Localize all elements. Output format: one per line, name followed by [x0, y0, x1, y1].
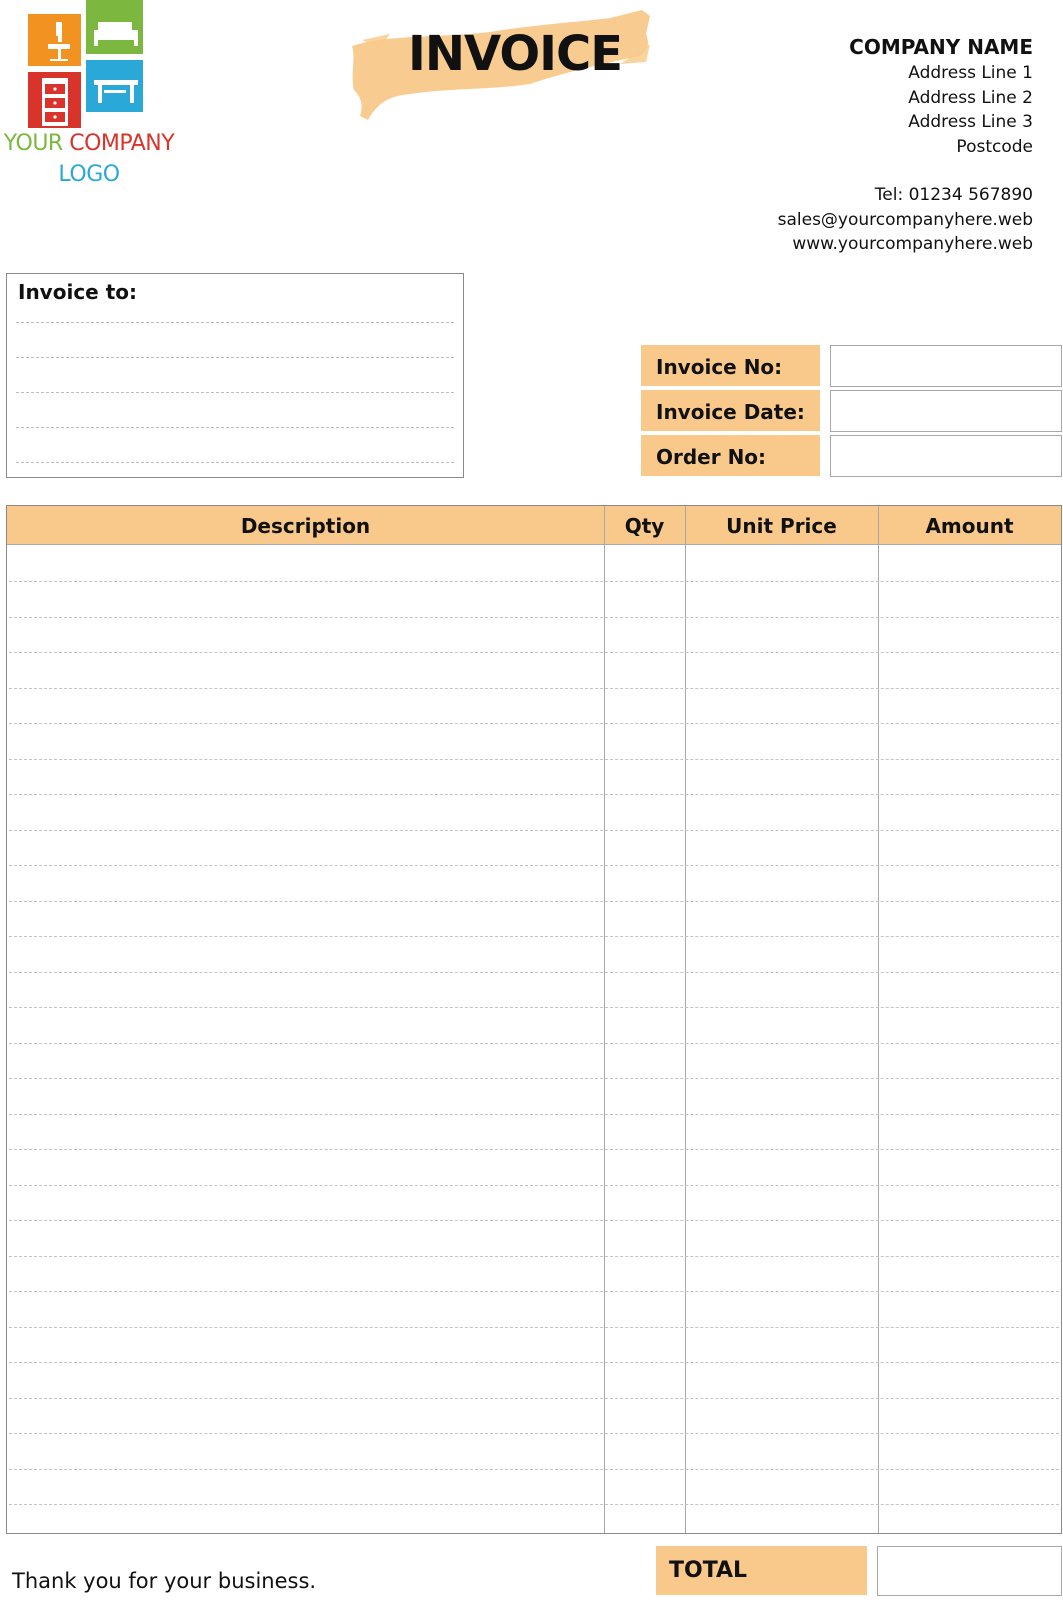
table-row[interactable] [9, 688, 1059, 689]
items-table [6, 505, 1062, 1534]
table-row[interactable] [9, 1256, 1059, 1257]
invoice-to-box[interactable] [6, 273, 464, 478]
column-divider [604, 506, 605, 1533]
table-row[interactable] [9, 1078, 1059, 1079]
logo-word-logo: LOGO [58, 162, 120, 187]
invoice-to-line [16, 462, 454, 463]
table-row[interactable] [9, 1398, 1059, 1399]
table-row[interactable] [9, 794, 1059, 795]
header-qty: Qty [624, 514, 665, 538]
address-line-1: Address Line 1 [908, 63, 1033, 83]
total-field[interactable] [877, 1546, 1062, 1596]
table-row[interactable] [9, 759, 1059, 760]
order-no-label: Order No: [641, 435, 820, 476]
table-header [7, 506, 1061, 545]
table-row[interactable] [9, 901, 1059, 902]
invoice-date-label: Invoice Date: [641, 390, 820, 431]
invoice-to-line[interactable] [16, 392, 454, 393]
table-row[interactable] [9, 1114, 1059, 1115]
invoice-date-field[interactable] [830, 390, 1062, 432]
table-row[interactable] [9, 617, 1059, 618]
column-divider [685, 506, 686, 1533]
postcode: Postcode [956, 136, 1033, 157]
table-row[interactable] [9, 1504, 1059, 1505]
column-divider [878, 506, 879, 1533]
table-row[interactable] [9, 652, 1059, 653]
table-row[interactable] [9, 972, 1059, 973]
table-row[interactable] [9, 936, 1059, 937]
address-line-3: Address Line 3 [908, 112, 1033, 132]
table-row[interactable] [9, 1007, 1059, 1008]
table-row[interactable] [9, 1291, 1059, 1292]
order-no-field[interactable] [830, 435, 1062, 477]
table-row[interactable] [9, 1043, 1059, 1044]
table-row[interactable] [9, 1149, 1059, 1150]
invoice-no-label: Invoice No: [641, 345, 820, 386]
logo-word-your: YOUR [3, 131, 63, 156]
invoice-to-line[interactable] [16, 427, 454, 428]
header-description: Description [240, 514, 371, 538]
company-logo [28, 0, 146, 130]
table-row[interactable] [9, 581, 1059, 582]
company-email: sales@yourcompanyhere.web [777, 209, 1033, 230]
table-row[interactable] [9, 1469, 1059, 1470]
invoice-to-label: Invoice to: [18, 280, 137, 304]
table-row[interactable] [9, 865, 1059, 866]
address-line-2: Address Line 2 [908, 87, 1033, 108]
invoice-to-line[interactable] [16, 357, 454, 358]
table-row[interactable] [9, 1433, 1059, 1434]
table-row[interactable] [9, 1362, 1059, 1363]
company-tel: Tel: 01234 567890 [874, 185, 1033, 205]
header-unit-price: Unit Price [726, 514, 837, 538]
company-website: www.yourcompanyhere.web [792, 234, 1033, 254]
table-row[interactable] [9, 723, 1059, 724]
logo-text [0, 128, 178, 190]
table-row[interactable] [9, 830, 1059, 831]
total-label: TOTAL [656, 1546, 867, 1595]
document-title: INVOICE [408, 26, 623, 82]
table-row[interactable] [9, 1220, 1059, 1221]
header-amount: Amount [925, 514, 1014, 538]
invoice-no-field[interactable] [830, 345, 1062, 387]
table-row[interactable] [9, 1185, 1059, 1186]
company-details [778, 33, 1033, 257]
company-name: COMPANY NAME [849, 35, 1033, 59]
invoice-to-line[interactable] [16, 322, 454, 323]
thank-you-note: Thank you for your business. [12, 1569, 317, 1593]
table-row[interactable] [9, 1327, 1059, 1328]
logo-word-company: COMPANY [69, 131, 175, 156]
